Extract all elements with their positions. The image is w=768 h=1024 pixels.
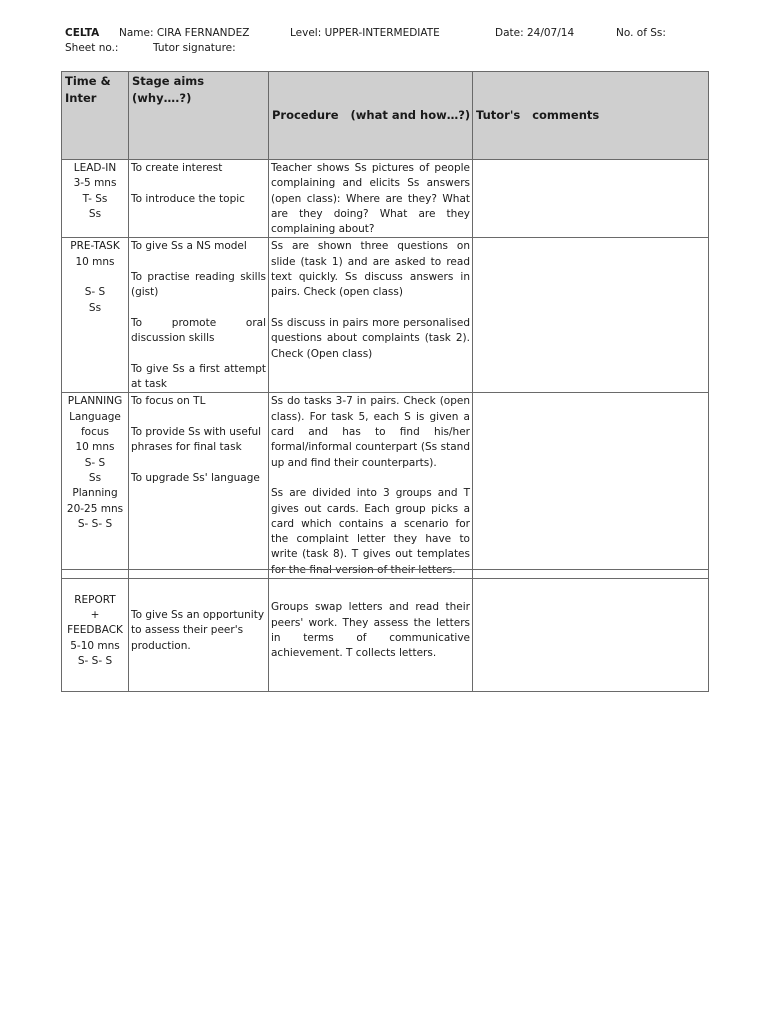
table-row bbox=[62, 160, 709, 238]
cell-line: To create interest bbox=[131, 162, 223, 174]
lesson-plan-table bbox=[61, 71, 709, 579]
table-header-row bbox=[62, 72, 709, 160]
blank-line bbox=[131, 176, 266, 191]
aims-cell bbox=[129, 238, 269, 393]
blank-line bbox=[271, 471, 470, 486]
aims-cell bbox=[129, 570, 269, 692]
header-tutor-signature: Tutor signature: bbox=[153, 42, 236, 54]
cell-line: Ss are divided into 3 groups and T gives out cards. Each group picks a card which contains a scenario for the complaint letter they have to write (task 8). T gives out templates for the final version of their letters. bbox=[271, 487, 470, 576]
cell-line: S- S bbox=[84, 456, 106, 469]
cell-line: Ss bbox=[88, 207, 102, 220]
table-row bbox=[62, 238, 709, 393]
col-header-stage-aims: Stage aims (why….?) bbox=[129, 72, 269, 160]
stage-cell bbox=[62, 570, 129, 692]
cell-line: S- S- S bbox=[77, 517, 113, 530]
blank-line bbox=[64, 270, 126, 285]
blank-line bbox=[131, 410, 266, 425]
cell-line: 5-10 mns bbox=[70, 639, 120, 652]
stage-cell bbox=[62, 393, 129, 579]
cell-line: Ss bbox=[88, 471, 102, 484]
aims-cell bbox=[129, 160, 269, 238]
header-name: Name: CIRA FERNANDEZ bbox=[119, 27, 250, 39]
cell-line: 10 mns bbox=[75, 441, 115, 454]
blank-line bbox=[271, 301, 470, 316]
cell-line: S- S- S bbox=[77, 654, 113, 667]
blank-line bbox=[131, 456, 266, 471]
table-row bbox=[62, 570, 709, 692]
table-row bbox=[62, 393, 709, 579]
header-date: Date: 24/07/14 bbox=[495, 27, 575, 39]
cell-line: FEEDBACK bbox=[67, 624, 123, 637]
header-level: Level: UPPER-INTERMEDIATE bbox=[290, 27, 440, 39]
tutor-comments-cell bbox=[473, 570, 709, 692]
blank-line bbox=[131, 301, 266, 316]
cell-line: To give Ss an opportunity to assess their peer's production. bbox=[131, 609, 265, 652]
col-header-procedure: Procedure (what and how…?) bbox=[269, 72, 473, 160]
procedure-cell bbox=[269, 160, 473, 238]
cell-line: S- S bbox=[84, 286, 106, 299]
cell-line: Ss bbox=[88, 301, 102, 314]
cell-line: PRE-TASK bbox=[70, 240, 120, 253]
cell-line: Ss do tasks 3-7 in pairs. Check (open class). For task 5, each S is given a card and has to find his/her formal/informal counterpart (Ss stand up and find their counterparts). bbox=[271, 395, 470, 469]
blank-line bbox=[131, 347, 266, 362]
blank-line bbox=[131, 255, 266, 270]
cell-line: Groups swap letters and read their peers' work. They assess the letters in terms of communicative achievement. T collects letters. bbox=[271, 601, 470, 660]
cell-line: Ss are shown three questions on slide (task 1) and are asked to read text quickly. Ss discuss answers in pairs. Check (open class) bbox=[271, 240, 470, 299]
col-header-tutor-comments: Tutor's comments bbox=[473, 72, 709, 160]
cell-line: Ss discuss in pairs more personalised questions about complaints (task 2). Check (Open class) bbox=[271, 316, 470, 360]
cell-line: Planning bbox=[72, 487, 118, 500]
cell-line: T- Ss bbox=[82, 192, 108, 205]
cell-line: To practise reading skills (gist) bbox=[131, 271, 266, 299]
cell-line: To promote oral discussion skills bbox=[131, 316, 266, 345]
cell-line: To give Ss a first attempt at task bbox=[131, 362, 266, 391]
header-num-students: No. of Ss: bbox=[616, 27, 666, 39]
procedure-cell bbox=[269, 393, 473, 579]
cell-line: 3-5 mns bbox=[73, 177, 117, 190]
stage-cell bbox=[62, 238, 129, 393]
cell-line: REPORT bbox=[74, 593, 116, 606]
tutor-comments-cell bbox=[473, 393, 709, 579]
cell-line: PLANNING bbox=[67, 395, 123, 408]
header-sheet-no: Sheet no.: bbox=[65, 42, 119, 54]
tutor-comments-cell bbox=[473, 160, 709, 238]
cell-line: To give Ss a NS model bbox=[131, 240, 247, 253]
aims-cell bbox=[129, 393, 269, 579]
cell-line: Language bbox=[69, 410, 121, 423]
cell-line: Teacher shows Ss pictures of people complaining and elicits Ss answers (open class): Where are they? What are they doing? What are they complaining about? bbox=[271, 162, 470, 236]
procedure-cell bbox=[269, 238, 473, 393]
cell-line: 20-25 mns bbox=[66, 502, 124, 515]
cell-line: To focus on TL bbox=[131, 395, 206, 408]
procedure-cell bbox=[269, 570, 473, 692]
tutor-comments-cell bbox=[473, 238, 709, 393]
cell-line: 10 mns bbox=[75, 255, 115, 268]
cell-line: focus bbox=[80, 426, 110, 439]
cell-line: + bbox=[90, 609, 100, 622]
col-header-time: Time & Inter bbox=[62, 72, 129, 160]
cell-line: To introduce the topic bbox=[131, 192, 245, 205]
stage-cell bbox=[62, 160, 129, 238]
cell-line: LEAD-IN bbox=[73, 162, 117, 174]
lesson-plan-table-continued bbox=[61, 569, 709, 692]
cell-line: To upgrade Ss' language bbox=[131, 471, 260, 484]
header-celta: CELTA bbox=[65, 27, 100, 39]
cell-line: To provide Ss with useful phrases for final task bbox=[131, 426, 262, 454]
